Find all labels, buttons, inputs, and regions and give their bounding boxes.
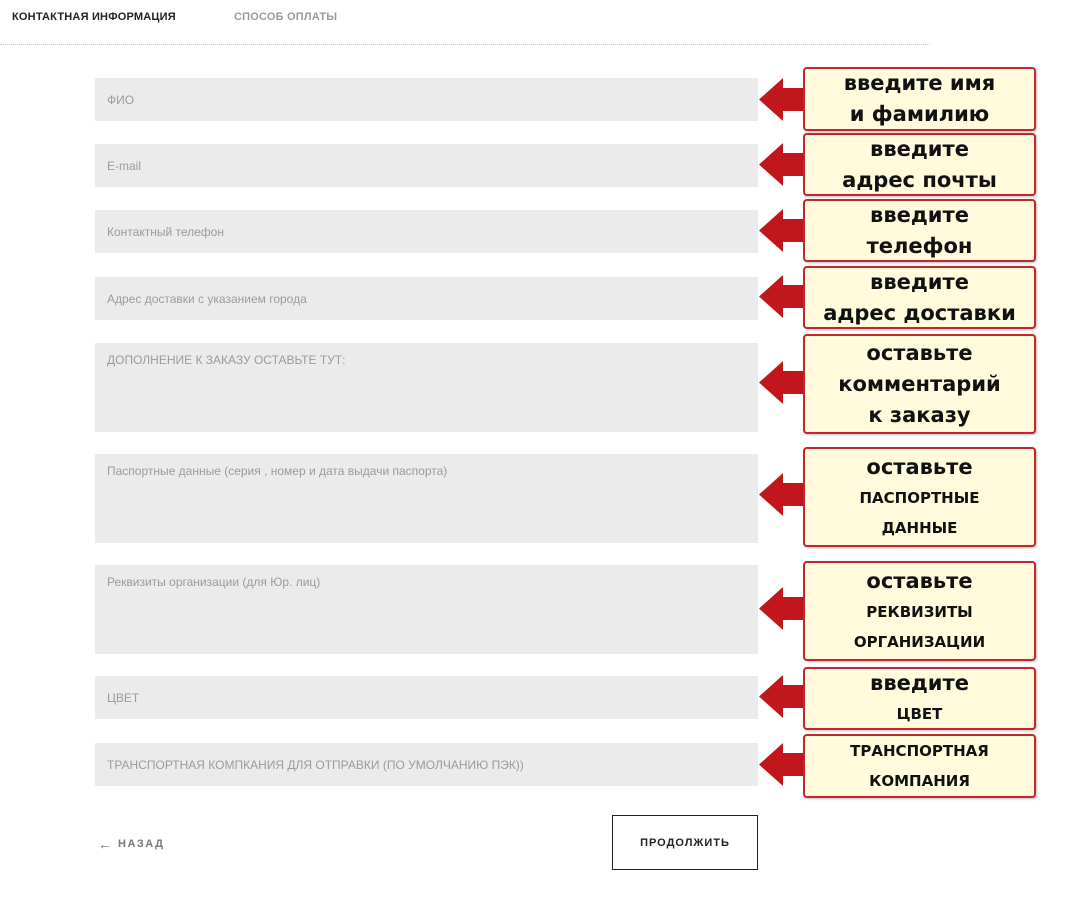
- email-input[interactable]: [95, 144, 758, 187]
- arrow-left-icon: [759, 209, 805, 252]
- callout-line: телефон: [866, 233, 973, 258]
- callout-line: к заказу: [868, 402, 971, 427]
- callout-line: оставьте: [866, 568, 973, 593]
- callout-line: РЕКВИЗИТЫ: [866, 602, 973, 621]
- checkout-tabs: [0, 0, 930, 45]
- callout-line: адрес доставки: [823, 300, 1016, 325]
- callout-line: ЦВЕТ: [896, 705, 943, 723]
- callout-line: ОРГАНИЗАЦИИ: [853, 632, 986, 651]
- callout-line: введите: [870, 202, 969, 227]
- callout-address: [803, 266, 1036, 329]
- callout-line: введите: [870, 269, 969, 294]
- passport-data-textarea[interactable]: [95, 454, 758, 543]
- callout-line: адрес почты: [842, 167, 997, 192]
- continue-button[interactable]: ПРОДОЛЖИТЬ: [612, 815, 758, 870]
- transport-company-input[interactable]: [95, 743, 758, 786]
- callout-name: [803, 67, 1036, 131]
- callout-line: КОМПАНИЯ: [869, 772, 970, 790]
- callout-line: введите: [870, 136, 969, 161]
- callout-color: [803, 667, 1036, 730]
- tab-payment-method[interactable]: СПОСОБ ОПЛАТЫ: [234, 11, 338, 23]
- address-input[interactable]: [95, 277, 758, 320]
- callout-comment: [803, 334, 1036, 434]
- tab-contact-info[interactable]: КОНТАКТНАЯ ИНФОРМАЦИЯ: [12, 11, 176, 23]
- arrow-left-icon: ←: [98, 836, 112, 852]
- callout-transport: [803, 734, 1036, 798]
- arrow-left-icon: [759, 78, 805, 121]
- arrow-left-icon: [759, 675, 805, 718]
- arrow-left-icon: [759, 275, 805, 318]
- arrow-left-icon: [759, 143, 805, 186]
- callout-line: ТРАНСПОРТНАЯ: [850, 742, 989, 760]
- callout-line: ПАСПОРТНЫЕ: [859, 488, 980, 507]
- callout-passport: [803, 447, 1036, 547]
- arrow-left-icon: [759, 587, 805, 630]
- callout-line: введите имя: [843, 71, 996, 95]
- name-input[interactable]: [95, 78, 758, 121]
- color-input[interactable]: [95, 676, 758, 719]
- callout-phone: [803, 199, 1036, 262]
- callout-requisites: [803, 561, 1036, 661]
- callout-line: введите: [870, 671, 969, 695]
- phone-input[interactable]: [95, 210, 758, 253]
- arrow-left-icon: [759, 361, 805, 404]
- callout-line: и фамилию: [849, 102, 990, 126]
- order-comment-textarea[interactable]: [95, 343, 758, 432]
- arrow-left-icon: [759, 743, 805, 786]
- arrow-left-icon: [759, 473, 805, 516]
- callout-line: оставьте: [866, 454, 973, 479]
- company-requisites-textarea[interactable]: [95, 565, 758, 654]
- callout-email: [803, 133, 1036, 196]
- callout-line: комментарий: [838, 371, 1001, 396]
- back-label: НАЗАД: [118, 838, 165, 850]
- callout-line: ДАННЫЕ: [881, 518, 958, 537]
- back-link[interactable]: [98, 836, 164, 852]
- callout-line: оставьте: [866, 340, 973, 365]
